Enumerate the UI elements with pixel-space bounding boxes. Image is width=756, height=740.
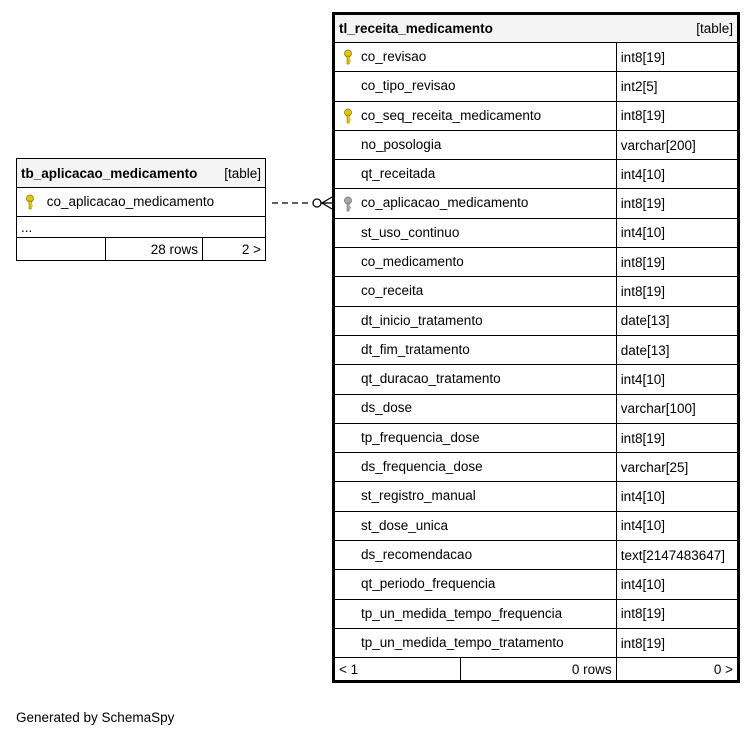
column-type: varchar[25] [616,453,738,482]
column-name: dt_fim_tratamento [361,341,470,357]
foreign-key-icon [343,196,353,212]
table-row[interactable] [334,43,739,72]
table-tb-aplicacao-medicamento[interactable] [16,158,266,261]
column-name: tp_un_medida_tempo_frequencia [361,605,563,621]
column-type: int4[10] [616,511,738,540]
table-row[interactable] [334,599,739,628]
column-type: int8[19] [616,277,738,306]
column-name: qt_receitada [361,166,436,182]
column-type: int8[19] [616,599,738,628]
table-row[interactable] [334,394,739,423]
table-name: tb_aplicacao_medicamento [21,165,198,181]
table-row[interactable] [334,511,739,540]
column-name: co_aplicacao_medicamento [46,193,215,209]
parents-count[interactable]: < 1 [334,658,461,682]
table-row[interactable] [334,453,739,482]
column-type: varchar[100] [616,394,738,423]
column-name: st_uso_continuo [361,224,460,240]
column-name: co_medicamento [361,254,464,269]
column-name: qt_periodo_frequencia [361,576,496,592]
table-row[interactable] [334,570,739,599]
column-name: ds_recomendacao [361,546,473,562]
table-type-label: [table] [224,165,261,181]
table-header[interactable] [17,159,266,188]
column-name: ds_dose [361,400,413,416]
children-count[interactable]: 2 > [203,238,266,261]
column-type: int4[10] [616,218,738,247]
column-name: co_seq_receita_medicamento [361,107,542,123]
primary-key-icon [25,194,35,210]
generated-by-text: Generated by SchemaSpy [16,710,175,725]
column-type: int4[10] [616,570,738,599]
column-name: co_revisao [361,48,427,64]
table-tl-receita-medicamento[interactable] [332,12,740,683]
column-name: tp_frequencia_dose [361,429,480,445]
column-type: text[2147483647] [616,541,738,570]
table-name: tl_receita_medicamento [339,21,493,36]
column-type: int4[10] [616,365,738,394]
row-count: 28 rows [106,238,203,261]
column-type: varchar[200] [616,130,738,159]
primary-key-icon [343,49,353,65]
column-name: qt_duracao_tratamento [361,371,501,387]
parents-count [17,238,106,261]
table-header[interactable] [334,14,739,43]
column-name: co_aplicacao_medicamento [361,195,529,211]
table-row[interactable] [334,189,739,218]
column-type: int4[10] [616,482,738,511]
column-name: st_dose_unica [361,517,449,533]
children-count: 0 > [616,658,738,682]
table-type-label: [table] [696,21,733,36]
column-name: st_registro_manual [361,488,476,504]
column-type: int8[19] [616,101,738,130]
column-type: date[13] [616,335,738,364]
table-row[interactable] [334,130,739,159]
column-type: int4[10] [616,160,738,189]
column-name: no_posologia [361,136,442,152]
table-row[interactable] [334,365,739,394]
table-row[interactable] [334,160,739,189]
column-type: int8[19] [616,43,738,72]
row-count: 0 rows [461,658,616,682]
column-type: int2[5] [616,72,738,101]
table-row[interactable] [334,482,739,511]
table-row[interactable] [334,423,739,452]
column-name: co_tipo_revisao [361,78,456,94]
table-row[interactable] [17,188,266,217]
table-row[interactable] [334,72,739,101]
table-row[interactable] [334,248,739,277]
table-row[interactable] [334,306,739,335]
column-type: int8[19] [616,248,738,277]
table-row[interactable] [334,628,739,657]
column-type: int8[19] [616,189,738,218]
column-type: date[13] [616,306,738,335]
primary-key-icon [343,108,353,124]
column-type: int8[19] [616,423,738,452]
table-row[interactable] [334,277,739,306]
more-columns-ellipsis: ... [17,217,266,238]
column-type: int8[19] [616,628,738,657]
column-name: co_receita [361,283,424,299]
column-name: dt_inicio_tratamento [361,312,483,328]
table-row[interactable] [334,335,739,364]
column-name: ds_frequencia_dose [361,459,483,475]
table-row[interactable] [334,541,739,570]
table-row[interactable] [334,218,739,247]
column-name: tp_un_medida_tempo_tratamento [361,634,564,650]
table-row[interactable] [334,101,739,130]
